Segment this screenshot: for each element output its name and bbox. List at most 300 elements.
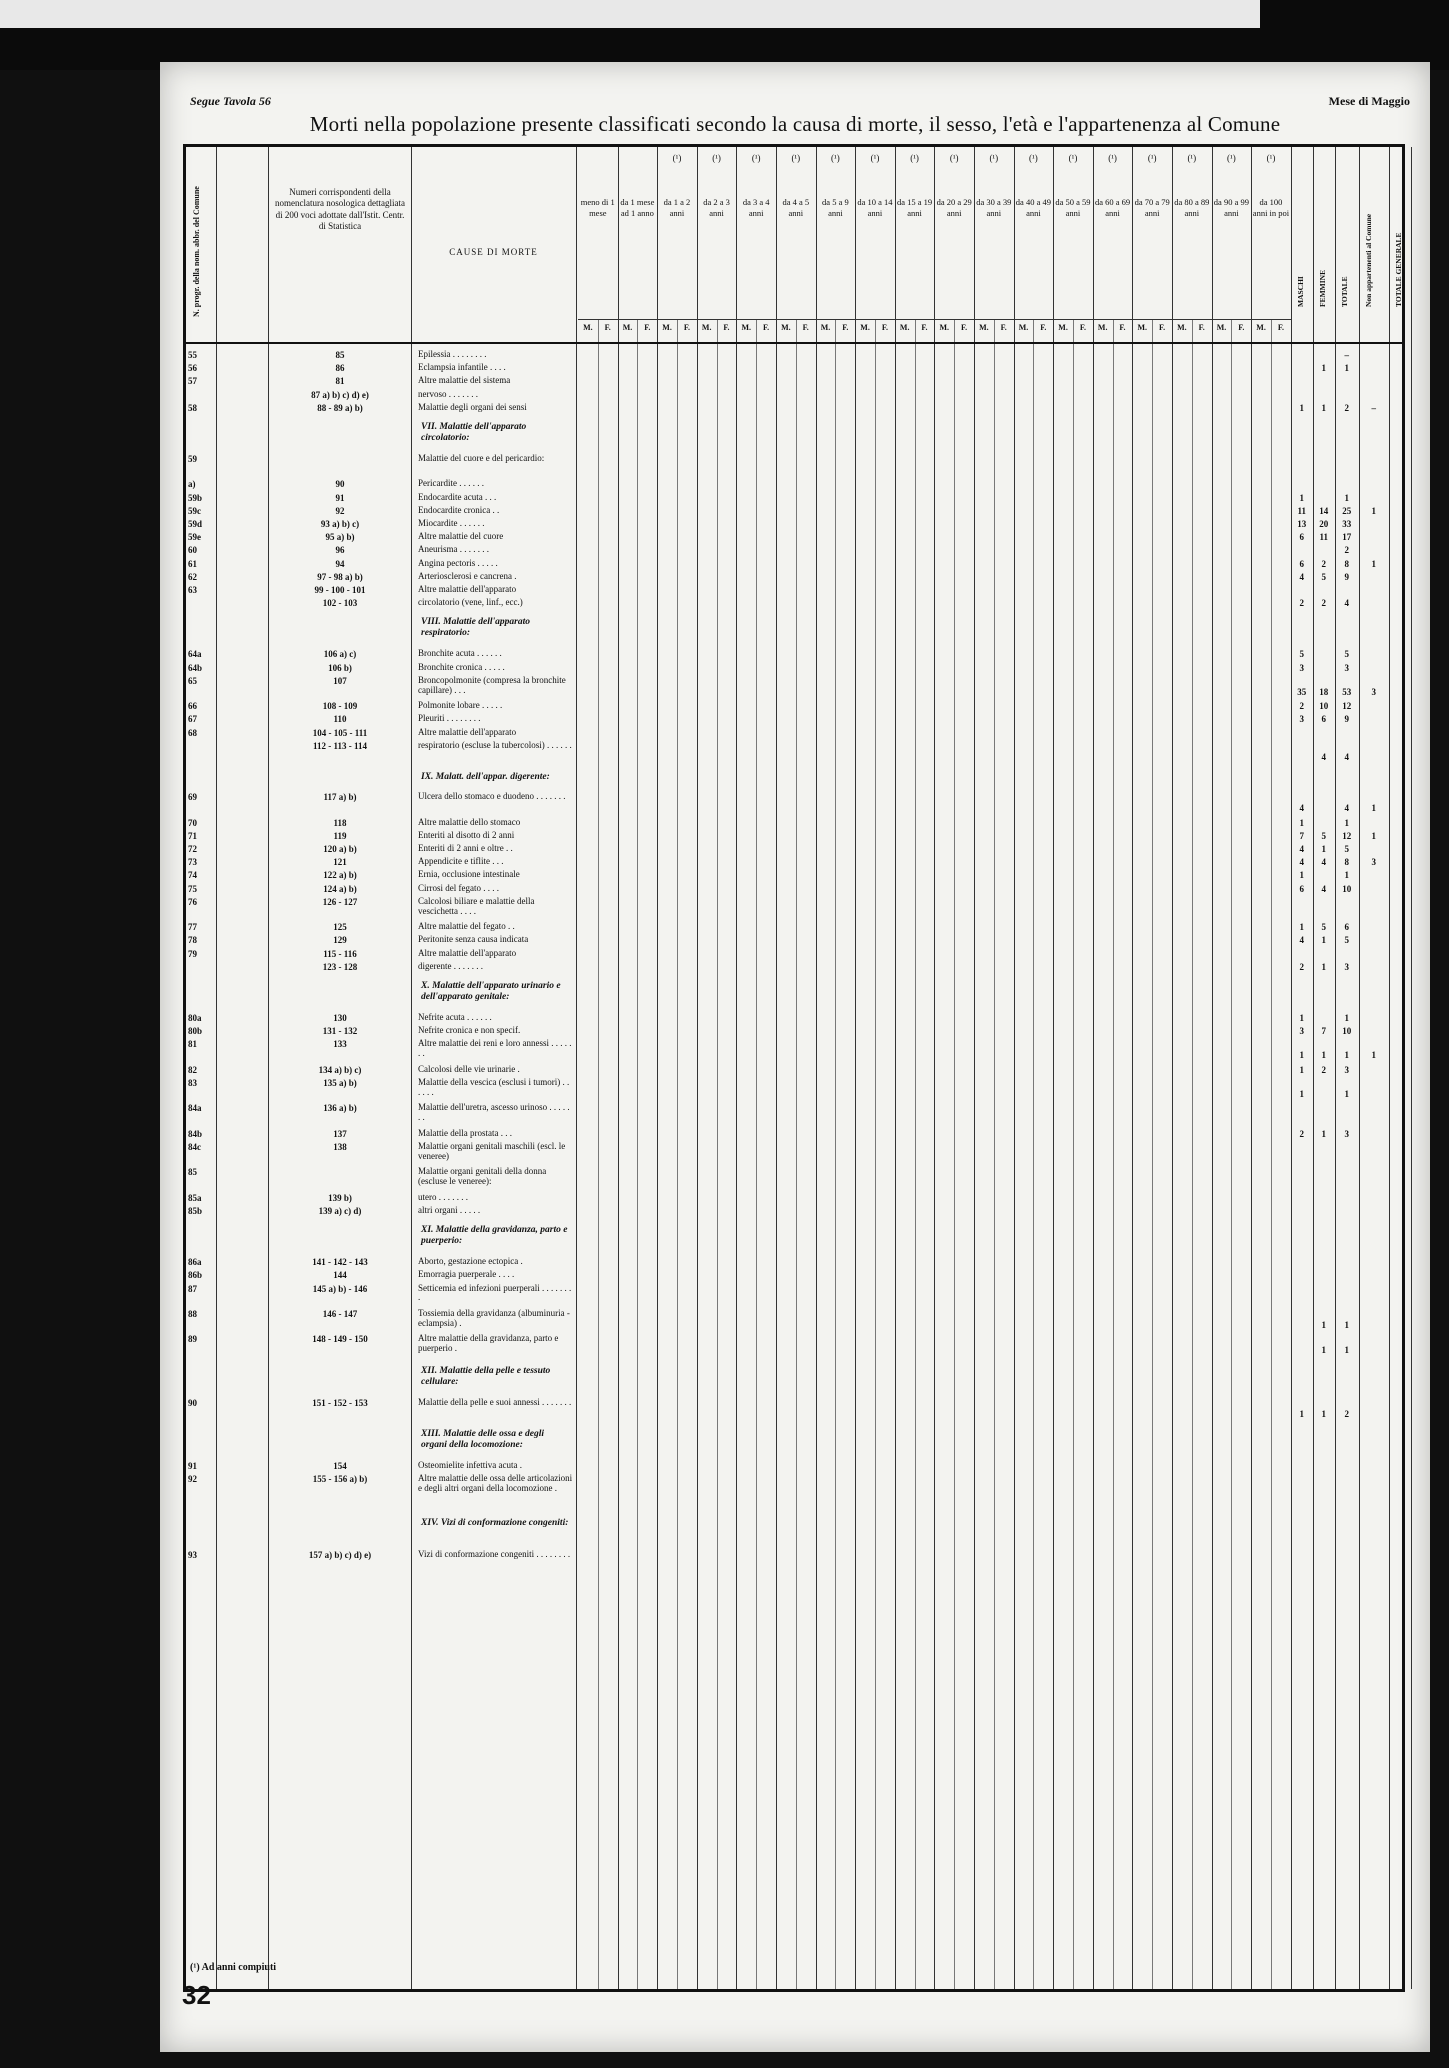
row-progressive-number: 91 (188, 1461, 197, 1472)
prog-column-header: N. progr. della nom. abbr. del Comune (192, 186, 201, 317)
row-progressive-number: 63 (188, 585, 197, 595)
column-divider (1389, 147, 1390, 1989)
row-progressive-number: 59c (188, 505, 201, 516)
column-divider (736, 147, 737, 1989)
sex-divider (875, 319, 876, 1989)
total-value: 2 (1344, 545, 1350, 556)
row-progressive-number: 78 (188, 935, 197, 946)
row-nosology-code: 107 (333, 675, 347, 686)
cause-of-death: Miocardite . . . . . . (418, 518, 485, 528)
age-group-header: da 50 a 59 anni (1055, 197, 1091, 218)
row-nosology-code: 115 - 116 (323, 948, 357, 959)
column-divider (1411, 147, 1412, 1989)
total-value: 1 (1344, 870, 1350, 881)
section-heading: XI. Malattie della gravidanza, parto e puerperio: (421, 1225, 568, 1247)
row-nosology-code: 93 a) b) c) (320, 519, 360, 529)
row-nosology-code: 122 a) b) (323, 870, 357, 881)
cause-of-death: nervoso . . . . . . . (418, 388, 478, 399)
sex-f-header: F. (763, 323, 770, 332)
cause-of-death: Polmonite lobare . . . . . (418, 700, 503, 711)
sex-m-header: M. (622, 323, 633, 332)
row-nosology-code: 134 a) b) c) (318, 1064, 362, 1075)
sex-f-header: F. (842, 323, 849, 332)
total-value: 5 (1344, 844, 1350, 854)
row-progressive-number: 60 (188, 545, 197, 556)
sex-m-header: M. (1216, 323, 1227, 332)
sex-f-header: F. (1000, 323, 1007, 332)
total-value: 33 (1342, 519, 1352, 529)
row-progressive-number: 59 (188, 454, 197, 464)
cause-of-death: Endocardite cronica . . (418, 504, 500, 515)
sex-m-header: M. (583, 323, 593, 332)
row-progressive-number: 90 (188, 1397, 197, 1408)
row-nosology-code: 90 (335, 479, 345, 490)
total-value: 4 (1321, 883, 1327, 894)
cause-of-death: Enteriti di 2 anni e oltre . . (418, 843, 513, 853)
total-value: 2 (1321, 598, 1327, 609)
total-value: 14 (1319, 505, 1329, 516)
cause-of-death: Pleuriti . . . . . . . . (418, 713, 481, 724)
cause-of-death: Cirrosi del fegato . . . . (418, 882, 499, 893)
age-footnote-mark: (¹) (672, 153, 682, 163)
cause-of-death: Malattie del cuore e del pericardio: (418, 453, 545, 463)
total-value: 1 (1299, 922, 1305, 933)
total-value: 12 (1342, 830, 1352, 841)
row-nosology-code: 133 (333, 1039, 347, 1050)
sex-divider (796, 319, 797, 1989)
row-nosology-code: 144 (333, 1270, 347, 1281)
row-progressive-number: 82 (188, 1064, 197, 1075)
total-value: 3 (1299, 662, 1305, 673)
total-value: 1 (1321, 961, 1327, 972)
total-value: 5 (1299, 649, 1305, 660)
sex-m-header: M. (1177, 323, 1187, 332)
row-progressive-number: 64a (188, 649, 202, 660)
age-group-header: da 20 a 29 anni (936, 197, 972, 218)
sex-divider (835, 319, 836, 1989)
cause-of-death: Bronchite acuta . . . . . . (418, 648, 502, 659)
sex-f-header: F. (1277, 323, 1284, 332)
total-value: 1 (1371, 803, 1377, 814)
total-value: 7 (1321, 1026, 1327, 1037)
total-value: – (1371, 402, 1377, 413)
total-value: 4 (1299, 935, 1305, 946)
row-nosology-code: 86 (335, 363, 345, 374)
total-value: 1 (1299, 1050, 1305, 1061)
age-group-header: da 40 a 49 anni (1015, 197, 1051, 218)
total-value: 5 (1321, 830, 1327, 841)
total-value: 1 (1344, 492, 1350, 503)
sex-m-header: M. (701, 323, 712, 332)
cause-of-death: Altre malattie delle ossa delle articolazioni e degli altri organi della locomozione . (418, 1473, 573, 1494)
sex-f-header: F. (1238, 323, 1245, 332)
row-progressive-number: 80b (188, 1026, 203, 1037)
cause-of-death: circolatorio (vene, linf., ecc.) (418, 597, 523, 608)
row-nosology-code: 145 a) b) - 146 (312, 1283, 368, 1294)
column-divider (895, 147, 896, 1989)
sex-divider (637, 319, 638, 1989)
total-value: 1 (1371, 558, 1377, 569)
cause-of-death: Calcolosi delle vie urinarie . (418, 1063, 520, 1074)
row-progressive-number: 87 (188, 1283, 197, 1294)
cause-of-death: Malattie della prostata . . . (418, 1127, 512, 1138)
row-progressive-number: 56 (188, 363, 197, 374)
cause-of-death: Epilessia . . . . . . . . (418, 349, 487, 359)
row-progressive-number: a) (188, 479, 196, 490)
age-footnote-mark: (¹) (1187, 153, 1197, 163)
age-group-header: da 1 a 2 anni (663, 197, 691, 218)
column-divider (934, 147, 935, 1989)
sex-divider (677, 319, 678, 1989)
column-divider (697, 147, 698, 1989)
row-nosology-code: 91 (335, 492, 345, 503)
row-progressive-number: 88 (188, 1309, 197, 1319)
total-value: 5 (1344, 935, 1350, 946)
sex-m-header: M. (781, 323, 791, 332)
sex-divider (1113, 319, 1114, 1989)
row-nosology-code: 138 (333, 1142, 347, 1152)
row-nosology-code: 92 (335, 505, 345, 516)
totals-column-header: Non appartenenti al Comune (1363, 213, 1373, 307)
row-nosology-code: 118 (333, 817, 347, 828)
cause-of-death: Malattie della vescica (esclusi i tumori) . . . . . . (418, 1077, 570, 1097)
column-divider (1014, 147, 1015, 1989)
row-nosology-code: 102 - 103 (322, 598, 358, 609)
total-value: 5 (1321, 922, 1327, 933)
row-nosology-code: 110 (333, 714, 347, 725)
total-value: 2 (1321, 1064, 1327, 1075)
row-progressive-number: 85b (188, 1206, 203, 1216)
row-nosology-code: 85 (335, 350, 345, 360)
total-value: 1 (1321, 844, 1327, 854)
row-progressive-number: 93 (188, 1550, 197, 1560)
total-value: 4 (1299, 844, 1305, 854)
total-value: 11 (1319, 532, 1329, 543)
row-progressive-number: 79 (188, 948, 197, 959)
row-progressive-number: 84a (188, 1103, 202, 1114)
sex-f-header: F. (1119, 323, 1126, 332)
total-value: 4 (1321, 857, 1327, 868)
totals-column-header: TOTALE (1339, 276, 1349, 307)
section-heading: X. Malattie dell'apparato urinario e dell'apparato genitale: (421, 981, 561, 1002)
total-value: 6 (1321, 714, 1327, 725)
cause-of-death: Altre malattie dei reni e loro annessi . . . . . . . (418, 1038, 572, 1059)
age-group-header: da 90 a 99 anni (1213, 197, 1249, 218)
section-heading: XII. Malattie della pelle e tessuto cellulare: (421, 1365, 551, 1387)
sex-m-header: M. (939, 323, 950, 332)
sex-f-header: F. (1040, 323, 1047, 332)
column-divider (657, 147, 658, 1989)
age-group-header: da 2 a 3 anni (703, 197, 730, 218)
row-nosology-code: 141 - 142 - 143 (312, 1257, 368, 1268)
sex-m-header: M. (1097, 323, 1108, 332)
row-progressive-number: 83 (188, 1078, 197, 1088)
row-progressive-number: 70 (188, 817, 197, 828)
row-nosology-code: 146 - 147 (322, 1309, 358, 1319)
row-nosology-code: 139 a) c) d) (318, 1206, 362, 1216)
column-divider (816, 147, 817, 1989)
total-value: – (1344, 350, 1350, 360)
row-progressive-number: 59b (188, 492, 203, 503)
sex-f-header: F. (644, 323, 651, 332)
total-value: 13 (1297, 519, 1307, 529)
age-group-header: da 10 a 14 anni (857, 197, 893, 218)
total-value: 6 (1344, 922, 1350, 933)
cause-of-death: Nefrite acuta . . . . . . (418, 1012, 492, 1022)
cause-of-death: Altre malattie dell'apparato (418, 584, 517, 594)
total-value: 1 (1344, 1050, 1350, 1061)
total-value: 1 (1321, 1408, 1327, 1419)
total-value: 1 (1299, 817, 1305, 828)
cause-of-death: respiratorio (escluse la tubercolosi) . . . . . . (418, 739, 572, 750)
total-value: 11 (1297, 505, 1307, 516)
row-progressive-number: 86b (188, 1270, 203, 1281)
sex-m-header: M. (1256, 323, 1266, 332)
total-value: 10 (1342, 1026, 1352, 1037)
age-group-header: da 15 a 19 anni (897, 197, 933, 218)
sex-m-header: M. (1018, 323, 1029, 332)
age-group-header: da 3 a 4 anni (742, 197, 770, 218)
cause-of-death: Aneurisma . . . . . . . (418, 544, 489, 555)
age-group-header: da 60 a 69 anni (1095, 197, 1131, 218)
row-progressive-number: 74 (188, 870, 197, 881)
row-progressive-number: 76 (188, 896, 197, 907)
column-divider (776, 147, 777, 1989)
sex-divider (1231, 319, 1232, 1989)
row-progressive-number: 89 (188, 1334, 197, 1345)
cause-of-death: Setticemia ed infezioni puerperali . . . . . . . . (418, 1282, 572, 1303)
cause-of-death: Enteriti al disotto di 2 anni (418, 829, 515, 840)
total-value: 1 (1344, 1089, 1350, 1099)
row-nosology-code: 96 (335, 545, 345, 556)
table-continuation-label: Segue Tavola 56 (190, 94, 271, 108)
sex-m-header: M. (820, 323, 831, 332)
cause-of-death: Eclampsia infantile . . . . (418, 362, 506, 373)
row-progressive-number: 85 (188, 1167, 197, 1178)
total-value: 1 (1299, 1089, 1305, 1099)
row-progressive-number: 86a (188, 1257, 202, 1268)
age-footnote-mark: (¹) (1147, 153, 1157, 163)
cause-of-death: Vizi di conformazione congeniti . . . . . . . . (418, 1549, 571, 1559)
row-nosology-code: 108 - 109 (322, 701, 358, 712)
age-footnote-mark: (¹) (910, 153, 919, 163)
age-footnote-mark: (¹) (831, 153, 840, 163)
sex-row-rule (578, 319, 1291, 320)
cause-of-death: Altre malattie dello stomaco (418, 816, 521, 827)
row-progressive-number: 62 (188, 571, 197, 582)
row-nosology-code: 137 (333, 1128, 347, 1139)
total-value: 1 (1321, 363, 1327, 374)
total-value: 53 (1342, 686, 1352, 697)
total-value: 1 (1321, 1128, 1327, 1139)
age-footnote-mark: (¹) (989, 153, 999, 163)
row-nosology-code: 88 - 89 a) b) (317, 402, 363, 413)
age-group-header: da 1 mese ad 1 anno (620, 197, 655, 218)
cause-of-death: Ernia, occlusione intestinale (418, 869, 520, 880)
total-value: 10 (1342, 883, 1352, 894)
total-value: 7 (1299, 830, 1305, 841)
age-footnote-mark: (¹) (1029, 153, 1038, 163)
row-progressive-number: 68 (188, 727, 197, 738)
total-value: 2 (1344, 402, 1350, 413)
row-nosology-code: 119 (333, 830, 347, 841)
sex-m-header: M. (741, 323, 752, 332)
column-divider (411, 147, 412, 1989)
sex-f-header: F. (961, 323, 968, 332)
sex-divider (1192, 319, 1193, 1989)
row-progressive-number: 64b (188, 662, 203, 673)
cause-of-death: Altre malattie del fegato . . (418, 921, 515, 932)
row-nosology-code: 95 a) b) (325, 532, 355, 543)
row-progressive-number: 73 (188, 857, 197, 868)
cause-of-death: Emorragia puerperale . . . . (418, 1269, 515, 1280)
row-progressive-number: 59d (188, 519, 203, 529)
cause-of-death: Bronchite cronica . . . . . (418, 661, 505, 672)
row-nosology-code: 157 a) b) c) d) e) (308, 1550, 372, 1560)
sex-m-header: M. (860, 323, 870, 332)
total-value: 1 (1299, 1408, 1305, 1419)
row-nosology-code: 106 a) c) (323, 649, 357, 660)
row-nosology-code: 87 a) b) c) d) e) (311, 389, 369, 400)
row-progressive-number: 72 (188, 844, 197, 854)
row-progressive-number: 57 (188, 376, 197, 387)
age-footnote-mark: (¹) (949, 153, 959, 163)
total-value: 1 (1344, 1345, 1350, 1356)
column-divider (974, 147, 975, 1989)
cause-of-death: Aborto, gestazione ectopica . (418, 1256, 523, 1267)
total-value: 1 (1371, 505, 1377, 516)
cause-of-death: Malattie organi genitali della donna (escluse le veneree): (418, 1166, 547, 1187)
total-value: 5 (1321, 571, 1327, 582)
total-value: 20 (1319, 519, 1329, 529)
total-value: 6 (1299, 883, 1305, 894)
total-value: 1 (1299, 1064, 1305, 1075)
row-progressive-number: 84b (188, 1128, 203, 1139)
sex-divider (1033, 319, 1034, 1989)
total-value: 4 (1299, 571, 1305, 582)
document-page (160, 62, 1430, 2052)
cause-of-death: Malattie organi genitali maschili (escl. le veneree) (418, 1141, 566, 1161)
total-value: 4 (1344, 751, 1350, 762)
row-progressive-number: 59e (188, 532, 201, 543)
total-value: 3 (1344, 662, 1350, 673)
row-nosology-code: 139 b) (328, 1192, 352, 1203)
age-footnote-mark: (¹) (1068, 153, 1078, 163)
column-divider (855, 147, 856, 1989)
total-value: 35 (1297, 686, 1307, 697)
row-nosology-code: 126 - 127 (322, 896, 358, 907)
total-value: 4 (1344, 598, 1350, 609)
total-value: 8 (1344, 857, 1350, 868)
sex-divider (756, 319, 757, 1989)
age-group-header: da 30 a 39 anni (976, 197, 1012, 218)
row-nosology-code: 112 - 113 - 114 (312, 740, 367, 751)
age-group-header: da 70 a 79 anni (1134, 197, 1170, 218)
sex-f-header: F. (881, 323, 888, 332)
total-value: 1 (1321, 935, 1327, 946)
sex-divider (1152, 319, 1153, 1989)
total-value: 3 (1371, 857, 1377, 868)
cause-of-death: Peritonite senza causa indicata (418, 934, 529, 945)
cause-of-death: Ulcera dello stomaco e duodeno . . . . . . . (418, 791, 566, 802)
row-nosology-code: 124 a) b) (323, 883, 357, 894)
total-value: 2 (1299, 1128, 1305, 1139)
row-progressive-number: 77 (188, 922, 197, 933)
age-footnote-mark: (¹) (712, 153, 721, 163)
total-value: 5 (1344, 649, 1350, 660)
total-value: 4 (1299, 803, 1305, 814)
age-group-header: da 100 anni in poi (1252, 197, 1290, 218)
totals-column-header: FEMMINE (1317, 269, 1327, 307)
column-divider (1212, 147, 1213, 1989)
row-progressive-number: 55 (188, 350, 197, 360)
sex-m-header: M. (662, 323, 672, 332)
sex-divider (954, 319, 955, 1989)
row-nosology-code: 148 - 149 - 150 (312, 1334, 368, 1345)
total-value: 17 (1342, 532, 1352, 543)
total-value: 1 (1344, 363, 1350, 374)
row-nosology-code: 151 - 152 - 153 (312, 1397, 368, 1408)
age-footnote-mark: (¹) (791, 153, 801, 163)
cause-of-death: Altre malattie del cuore (418, 531, 504, 542)
total-value: 4 (1299, 857, 1305, 868)
sex-m-header: M. (1137, 323, 1148, 332)
age-footnote-mark: (¹) (870, 153, 880, 163)
sex-divider (994, 319, 995, 1989)
sex-f-header: F. (723, 323, 730, 332)
section-heading: XIII. Malattie delle ossa e degli organi della locomozione: (421, 1429, 544, 1451)
row-nosology-code: 130 (333, 1013, 347, 1023)
row-progressive-number: 81 (188, 1039, 197, 1050)
footnote: (¹) Ad anni compiuti (190, 1962, 277, 1973)
total-value: 1 (1321, 1320, 1327, 1330)
sex-f-header: F. (1159, 323, 1166, 332)
cause-of-death: Appendicite e tiflite . . . (418, 856, 504, 867)
total-value: 4 (1344, 803, 1350, 814)
cause-of-death: Nefrite cronica e non specif. (418, 1025, 521, 1036)
sex-f-header: F. (921, 323, 928, 332)
sex-f-header: F. (1198, 323, 1205, 332)
age-footnote-mark: (¹) (1227, 153, 1236, 163)
sex-m-header: M. (1058, 323, 1068, 332)
cause-of-death: Malattie dell'uretra, ascesso urinoso . . . . . . . (418, 1102, 570, 1123)
row-nosology-code: 97 - 98 a) b) (317, 571, 363, 582)
age-group-header: da 4 a 5 anni (782, 197, 810, 218)
row-progressive-number: 80a (188, 1013, 202, 1023)
total-value: 8 (1344, 558, 1350, 569)
header-rule (186, 342, 1402, 344)
age-footnote-mark: (¹) (1108, 153, 1117, 163)
row-nosology-code: 120 a) b) (323, 844, 357, 854)
page-number: 32 (182, 1980, 211, 2010)
row-nosology-code: 136 a) b) (323, 1103, 357, 1114)
column-divider (1359, 147, 1360, 1989)
row-progressive-number: 71 (188, 830, 197, 841)
row-nosology-code: 131 - 132 (322, 1026, 358, 1037)
section-heading: IX. Malatt. dell'appar. digerente: (421, 772, 550, 783)
totals-column-header: TOTALE GENERALE (1393, 232, 1403, 307)
month-label: Mese di Maggio (1328, 94, 1410, 108)
sex-f-header: F. (802, 323, 809, 332)
row-progressive-number: 66 (188, 701, 197, 712)
row-nosology-code: 106 b) (328, 662, 352, 673)
row-nosology-code: 155 - 156 a) b) (312, 1474, 368, 1485)
total-value: 1 (1321, 1050, 1327, 1061)
row-progressive-number: 61 (188, 558, 197, 569)
total-value: 1 (1299, 402, 1305, 413)
total-value: 2 (1299, 961, 1305, 972)
column-divider (1093, 147, 1094, 1989)
